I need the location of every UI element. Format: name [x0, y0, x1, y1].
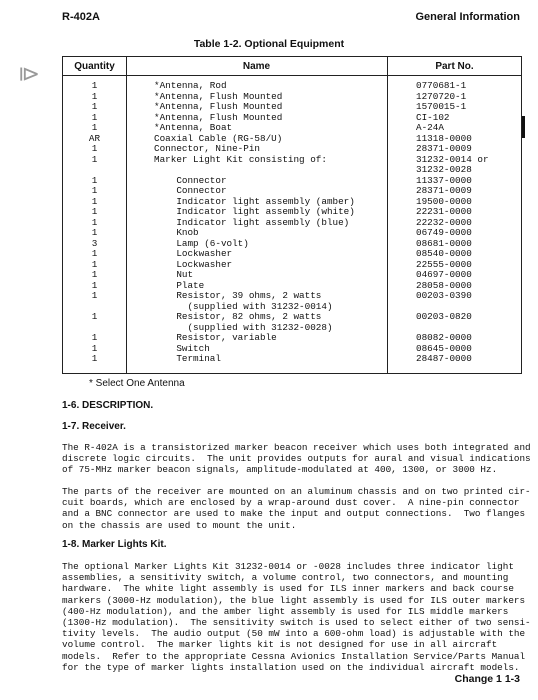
change-bar	[522, 116, 525, 138]
quantity-cell: 1	[91, 258, 98, 270]
part-number-cell: CI-102	[416, 111, 450, 123]
name-cell: (supplied with 31232-0028)	[154, 321, 333, 333]
part-number-cell: 08681-0000	[416, 237, 472, 249]
quantity-cell: 1	[91, 80, 98, 91]
quantity-cell: 1	[91, 195, 98, 207]
table-title: Table 1-2. Optional Equipment	[193, 38, 345, 50]
part-number-cell: 22232-0000	[416, 216, 472, 228]
section-title: General Information	[415, 11, 520, 23]
part-number-cell: 06749-0000	[416, 227, 472, 238]
part-number-cell: 22555-0000	[416, 258, 472, 270]
table-row	[63, 123, 521, 134]
quantity-cell: 1	[91, 227, 98, 238]
part-number-cell: 08645-0000	[416, 342, 472, 354]
name-cell: *Antenna, Flush Mounted	[154, 90, 283, 102]
quantity-cell: 1	[91, 342, 98, 354]
quantity-cell: 1	[91, 279, 98, 291]
part-number-cell: 00203-0390	[416, 290, 472, 301]
quantity-cell: 1	[91, 248, 98, 259]
document-id: R-402A	[62, 11, 100, 23]
part-number-cell: 28058-0000	[416, 279, 472, 291]
part-number-cell: 28487-0000	[416, 353, 472, 364]
part-number-cell: 00203-0820	[416, 311, 472, 322]
table-row	[63, 354, 521, 365]
part-number-cell: 28371-0009	[416, 185, 472, 196]
table-row	[63, 333, 521, 344]
quantity-cell: 1	[91, 311, 98, 322]
quantity-cell: 1	[91, 332, 98, 343]
part-number-cell: 31232-0028	[416, 164, 472, 175]
quantity-cell: 1	[91, 122, 98, 133]
part-number-cell: 0770681-1	[416, 80, 467, 91]
part-number-cell: 1270720-1	[416, 90, 467, 102]
quantity-cell: 1	[91, 90, 98, 102]
name-cell: Terminal	[154, 353, 221, 364]
name-cell: *Antenna, Boat	[154, 122, 233, 133]
name-cell: *Antenna, Flush Mounted	[154, 101, 283, 112]
table-body	[63, 81, 521, 365]
table-row	[63, 186, 521, 197]
table-row	[63, 312, 521, 323]
name-cell: Knob	[154, 227, 199, 238]
name-cell: Lockwasher	[154, 248, 233, 259]
heading-receiver: 1-7. Receiver.	[62, 421, 126, 432]
name-cell: Nut	[154, 269, 194, 280]
table-row	[63, 102, 521, 113]
name-cell: Indicator light assembly (blue)	[154, 216, 350, 228]
quantity-cell: 1	[91, 269, 98, 280]
name-cell: Resistor, 82 ohms, 2 watts	[154, 311, 322, 322]
quantity-cell: 1	[91, 206, 98, 217]
name-cell: Connector, Nine-Pin	[154, 143, 261, 154]
receiver-paragraph-2: The parts of the receiver are mounted on an aluminum chassis and on two printed cir- cuit boards, which are enclosed by a wrap-around dust cover. A nine-pin connector and a BNC connector are used to make the input and output connections. Two flanges on the chassis are used to mount the unit.	[62, 486, 531, 531]
name-cell: (supplied with 31232-0014)	[154, 300, 333, 312]
table-row	[63, 165, 521, 176]
heading-marker-lights-kit: 1-8. Marker Lights Kit.	[62, 539, 167, 550]
part-number-cell: 08082-0000	[416, 332, 472, 343]
table-row	[63, 207, 521, 218]
part-number-cell: 31232-0014 or	[416, 153, 489, 165]
column-header-name: Name	[242, 61, 271, 72]
part-number-cell: 04697-0000	[416, 269, 472, 280]
part-number-cell: 22231-0000	[416, 206, 472, 217]
part-number-cell: 28371-0009	[416, 143, 472, 154]
heading-description: 1-6. DESCRIPTION.	[62, 400, 154, 411]
name-cell: Resistor, variable	[154, 332, 277, 343]
receiver-paragraph-1: The R-402A is a transistorized marker beacon receiver which uses both integrated and discrete logic circuits. The unit provides outputs for aural and visual indications of 75-MHz marker beacon signals, amplitude-modulated at 400, 1300, or 3000 Hz.	[62, 442, 531, 476]
name-cell: Switch	[154, 342, 210, 354]
table-row	[63, 113, 521, 124]
quantity-cell: 1	[91, 111, 98, 123]
quantity-cell: 1	[91, 101, 98, 112]
quantity-cell: 1	[91, 174, 98, 186]
name-cell: Indicator light assembly (amber)	[154, 195, 355, 207]
name-cell: Lamp (6-volt)	[154, 237, 249, 249]
quantity-cell: 1	[91, 290, 98, 301]
quantity-cell: 1	[91, 216, 98, 228]
part-number-cell: 11318-0000	[416, 132, 472, 144]
column-header-quantity: Quantity	[74, 61, 115, 72]
table-row	[63, 249, 521, 260]
quantity-cell: 1	[91, 143, 98, 154]
part-number-cell: 11337-0000	[416, 174, 472, 186]
name-cell: Resistor, 39 ohms, 2 watts	[154, 290, 322, 301]
name-cell: Lockwasher	[154, 258, 233, 270]
marker-lights-paragraph: The optional Marker Lights Kit 31232-0014 or -0028 includes three indicator light assemblies, a sensitivity switch, a volume control, two connectors, and mounting hardware. The white light assembly is used for ILS inner markers and back course markers (3000-Hz modulation), the blue light assembly is used for ILS outer markers (400-Hz modulation), and the amber light assembly is used for ILS middle markers (1300-Hz modulation). The sensitivity switch is used to select either of two sensi- tivity levels. The audio output (50 mW into a 600-ohm load) is adjustable with the volume control. The marker lights kit is not designed for use in all aircraft models. Refer to the appropriate Cessna Avionics Installation Service/Parts Manual for the type of marker lights installation used on the individual aircraft models.	[62, 561, 531, 673]
table-row	[63, 291, 521, 302]
quantity-cell: 3	[91, 237, 98, 249]
name-cell: Connector	[154, 174, 227, 186]
part-number-cell: A-24A	[416, 122, 444, 133]
page-footer: Change 1 1-3	[454, 673, 520, 685]
table-row	[63, 144, 521, 155]
table-row	[63, 270, 521, 281]
name-cell: *Antenna, Flush Mounted	[154, 111, 283, 123]
optional-equipment-table	[62, 56, 522, 374]
quantity-cell: AR	[88, 132, 101, 144]
table-row	[63, 228, 521, 239]
name-cell: Connector	[154, 185, 227, 196]
part-number-cell: 19500-0000	[416, 195, 472, 207]
name-cell: *Antenna, Rod	[154, 80, 227, 91]
binding-mark: ⧐	[18, 62, 40, 87]
name-cell: Plate	[154, 279, 205, 291]
quantity-cell: 1	[91, 353, 98, 364]
quantity-cell: 1	[91, 185, 98, 196]
quantity-cell: 1	[91, 153, 98, 165]
table-header	[63, 57, 521, 76]
name-cell: Marker Light Kit consisting of:	[154, 153, 327, 165]
table-footnote: * Select One Antenna	[89, 378, 185, 389]
part-number-cell: 08540-0000	[416, 248, 472, 259]
part-number-cell: 1570015-1	[416, 101, 467, 112]
name-cell: Coaxial Cable (RG-58/U)	[154, 132, 283, 144]
name-cell: Indicator light assembly (white)	[154, 206, 355, 217]
column-header-part-no: Part No.	[435, 61, 474, 72]
table-row	[63, 81, 521, 92]
